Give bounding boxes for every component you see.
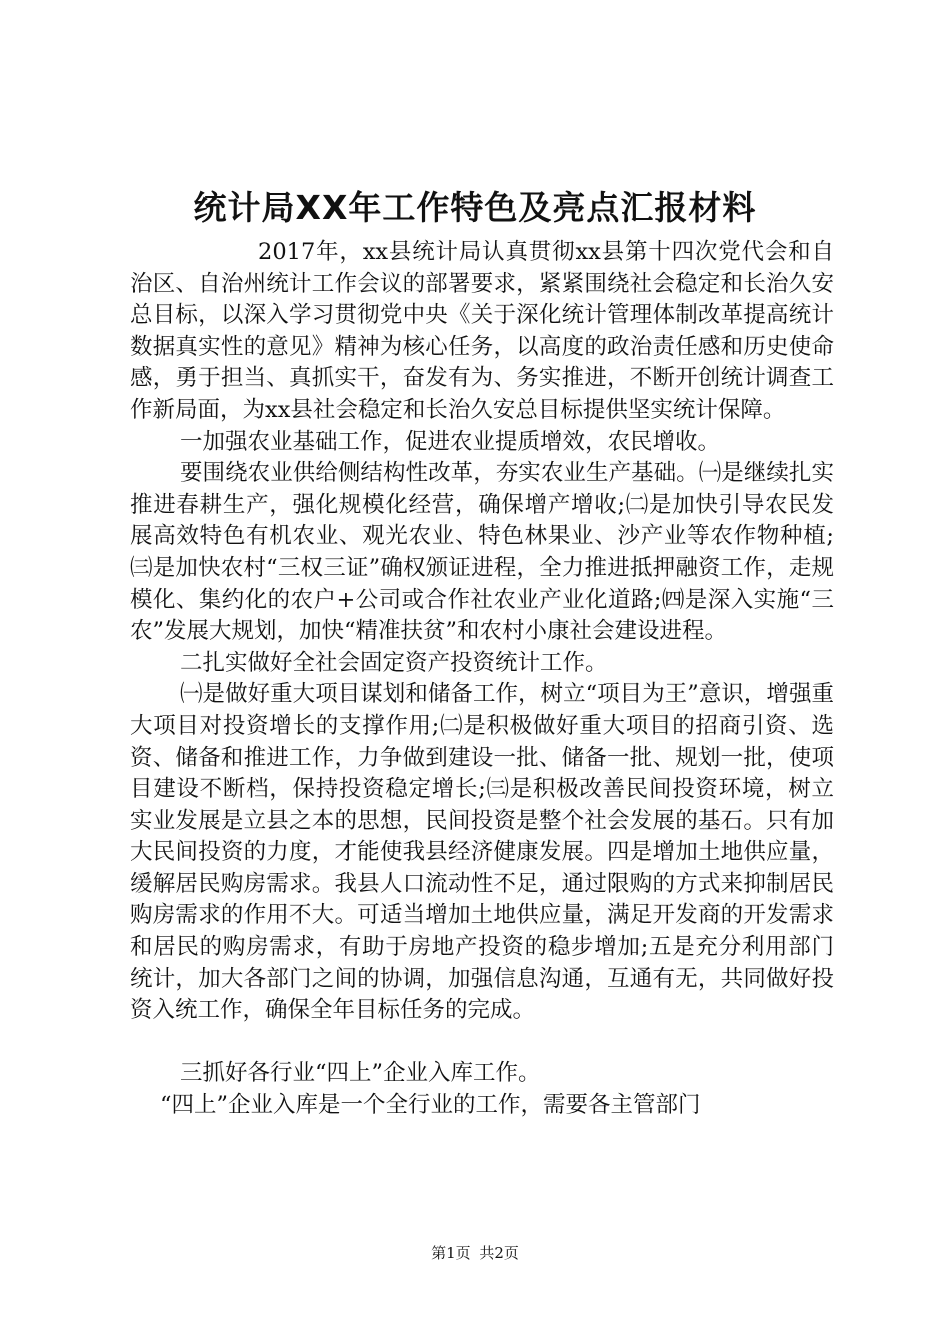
paragraph-spacer: [130, 1027, 834, 1059]
section-heading-agriculture: 一加强农业基础工作，促进农业提质增效，农民增收。: [180, 428, 721, 455]
section-heading-enterprises: 三抓好各行业“四上”企业入库工作。: [180, 1060, 541, 1087]
page-total: 共2页: [479, 1244, 519, 1262]
document-body: [130, 237, 834, 1122]
section-heading-investment: 二扎实做好全社会固定资产投资统计工作。: [180, 649, 608, 676]
page-number: 第1页: [431, 1244, 471, 1262]
page-footer: [0, 1243, 950, 1263]
paragraph-investment: ㈠是做好重大项目谋划和储备工作，树立“项目为王”意识，增强重大项目对投资增长的支撑作用;㈡是积极做好重大项目的招商引资、选资、储备和推进工作，力争做到建设一批、储备一批、规划一批，使项目建设不断档，保持投资稳定增长;㈢是积极改善民间投资环境，树立实业发展是立县之本的思想，民间投资是整个社会发展的基石。只有加大民间投资的力度，才能使我县经济健康发展。四是增加土地供应量，缓解居民购房需求。我县人口流动性不足，通过限购的方式来抑制居民购房需求的作用不大。可适当增加土地供应量，满足开发商的开发需求和居民的购房需求，有助于房地产投资的稳步增加;五是充分利用部门统计，加大各部门之间的协调，加强信息沟通，互通有无，共同做好投资入统工作，确保全年目标任务的完成。: [130, 681, 834, 1024]
document-title: 统计局XX年工作特色及亮点汇报材料: [193, 188, 757, 227]
paragraph-enterprises: “四上”企业入库是一个全行业的工作，需要各主管部门: [160, 1092, 701, 1119]
paragraph-agriculture: 要围绕农业供给侧结构性改革，夯实农业生产基础。㈠是继续扎实推进春耕生产，强化规模化经营，确保增产增收;㈡是加快引导农民发展高效特色有机农业、观光农业、特色林果业、沙产业等农作物种植;㈢是加快农村“三权三证”确权颁证进程，全力推进抵押融资工作，走规模化、集约化的农户+公司或合作社农业产业化道路;㈣是深入实施“三农”发展大规划，加快“精准扶贫”和农村小康社会建设进程。: [130, 460, 834, 645]
paragraph-intro: 2017年，xx县统计局认真贯彻xx县第十四次党代会和自治区、自治州统计工作会议的部署要求，紧紧围绕社会稳定和长治久安总目标，以深入学习贯彻党中央《关于深化统计管理体制改革提高统计数据真实性的意见》精神为核心任务，以高度的政治责任感和历史使命感，勇于担当、真抓实干，奋发有为、务实推进，不断开创统计调查工作新局面，为xx县社会稳定和长治久安总目标提供坚实统计保障。: [130, 239, 834, 423]
